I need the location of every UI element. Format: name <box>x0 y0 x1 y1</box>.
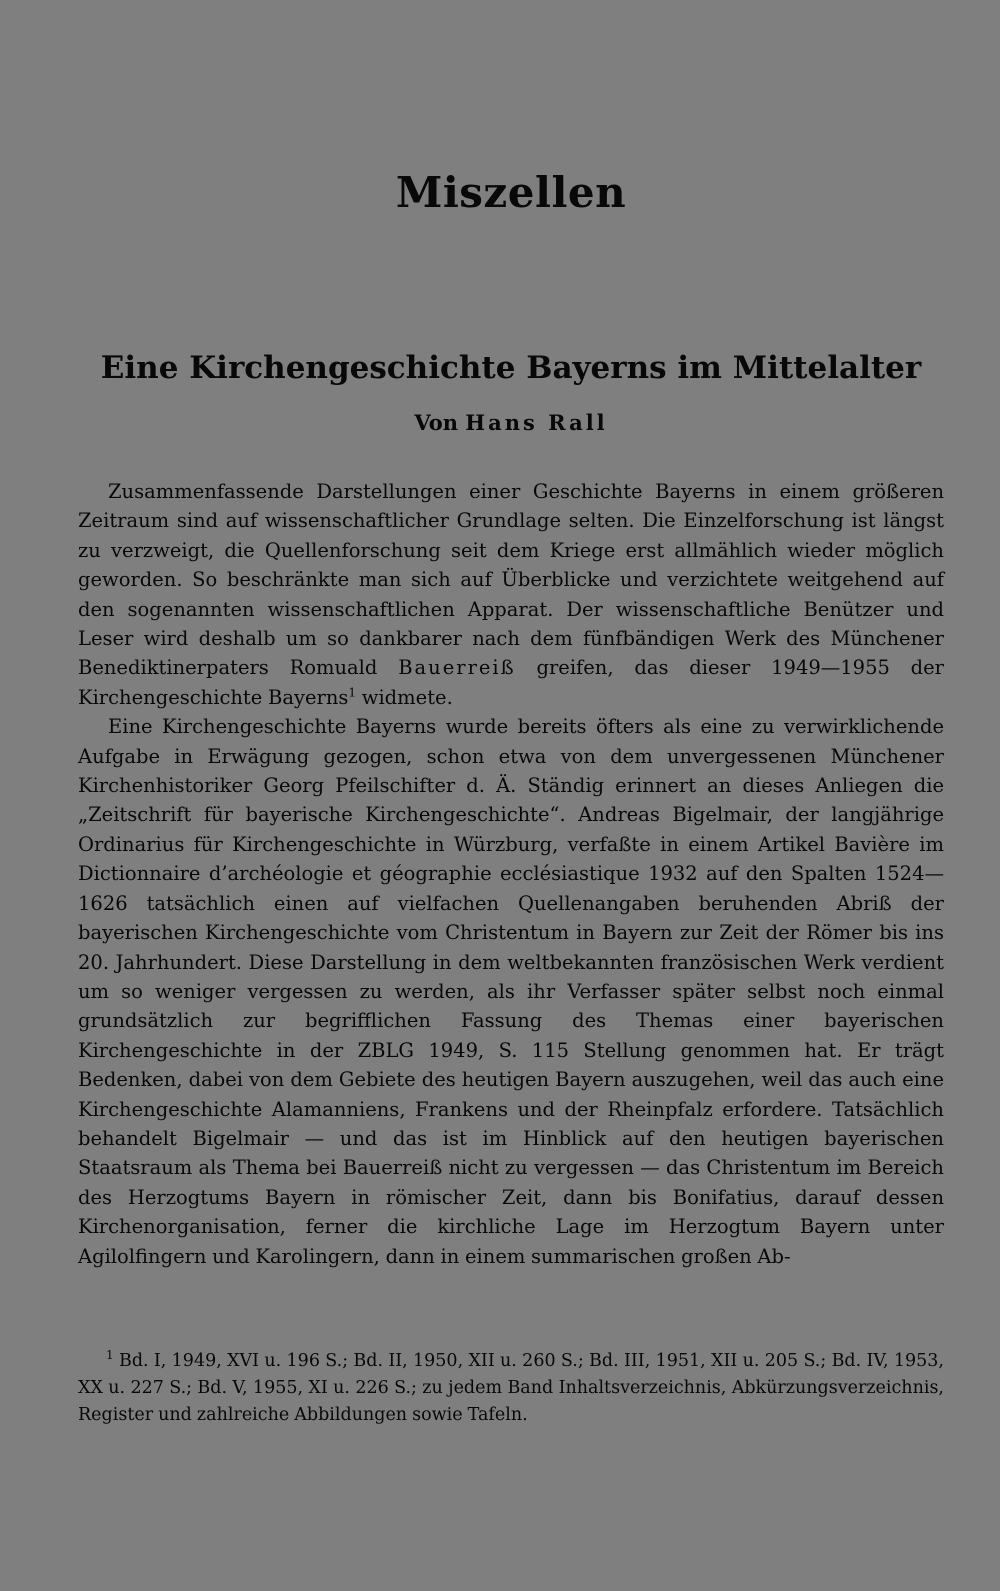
footnote-number: 1 <box>106 1348 114 1363</box>
article-title: Eine Kirchengeschichte Bayerns im Mittelalter <box>100 350 922 386</box>
footnote-reference: 1 <box>348 685 357 700</box>
article-body <box>78 477 944 1271</box>
author-reference-name: Bauerreiß <box>398 656 516 680</box>
document-page <box>78 0 944 1591</box>
footnote-entry <box>78 1348 944 1429</box>
paragraph-1-text-b: greifen, das dieser 1949—1955 der Kirchengeschichte Bayerns <box>78 656 945 709</box>
author-name: Hans Rall <box>465 410 608 435</box>
footnote-text: Bd. I, 1949, XVI u. 196 S.; Bd. II, 1950, XII u. 260 S.; Bd. III, 1951, XII u. 205 S.; Bd. IV, 1953, XX u. 227 S.; Bd. V, 1955, XI u. 226 S.; zu jedem Band Inhaltsverzeichnis, Abkürzungsverzeichnis, Register und zahlreiche Abbildungen sowie Tafeln. <box>78 1351 944 1425</box>
footnote <box>78 1348 944 1429</box>
byline-prefix: Von <box>414 410 458 435</box>
paragraph-1-text-c: widmete. <box>361 685 453 709</box>
paragraph-1-text-a: Zusammenfassende Darstellungen einer Geschichte Bayerns in einem größeren Zeitraum sind auf wissenschaftlicher Grundlage selten. Die Einzelforschung ist längst zu verzweigt, die Quellenforschung seit dem Kriege erst allmählich wieder möglich geworden. So beschränkte man sich auf Überblicke und verzichtete weitgehend auf den sogenannten wissenschaftlichen Apparat. Der wissenschaftliche Benützer und Leser wird deshalb um so dankbarer nach dem fünfbändigen Werk des Münchener Benediktinerpaters Romuald <box>78 480 944 680</box>
paragraph-1 <box>78 477 944 712</box>
paragraph-2: Eine Kirchengeschichte Bayerns wurde bereits öfters als eine zu verwirklichende Aufgabe in Erwägung gezogen, schon etwa von dem unvergessenen Münchener Kirchenhistoriker Georg Pfeilschifter d. Ä. Ständig erinnert an dieses Anliegen die „Zeitschrift für bayerische Kirchengeschichte“. Andreas Bigelmair, der langjährige Ordinarius für Kirchengeschichte in Würzburg, verfaßte in einem Artikel Bavière im Dictionnaire d’archéologie et géographie ecclésiastique 1932 auf den Spalten 1524—1626 tatsächlich einen auf vielfachen Quellenangaben beruhenden Abriß der bayerischen Kirchengeschichte vom Christentum in Bayern zur Zeit der Römer bis ins 20. Jahrhundert. Diese Darstellung in dem weltbekannten französischen Werk verdient um so weniger vergessen zu werden, als ihr Verfasser später selbst noch einmal grundsätzlich zur begrifflichen Fassung des Themas einer bayerischen Kirchengeschichte in der ZBLG 1949, S. 115 Stellung genommen hat. Er trägt Bedenken, dabei von dem Gebiete des heutigen Bayern auszugehen, weil das auch eine Kirchengeschichte Alamanniens, Frankens und der Rheinpfalz erfordere. Tatsächlich behandelt Bigelmair — und das ist im Hinblick auf den heutigen bayerischen Staatsraum als Thema bei Bauerreiß nicht zu vergessen — das Christentum im Bereich des Herzogtums Bayern in römischer Zeit, dann bis Bonifatius, darauf dessen Kirchenorganisation, ferner die kirchliche Lage im Herzogtum Bayern unter Agilolfingern und Karolingern, dann in einem summarischen großen Ab- <box>78 715 944 1268</box>
section-title: Miszellen <box>395 168 627 217</box>
byline <box>78 410 944 435</box>
